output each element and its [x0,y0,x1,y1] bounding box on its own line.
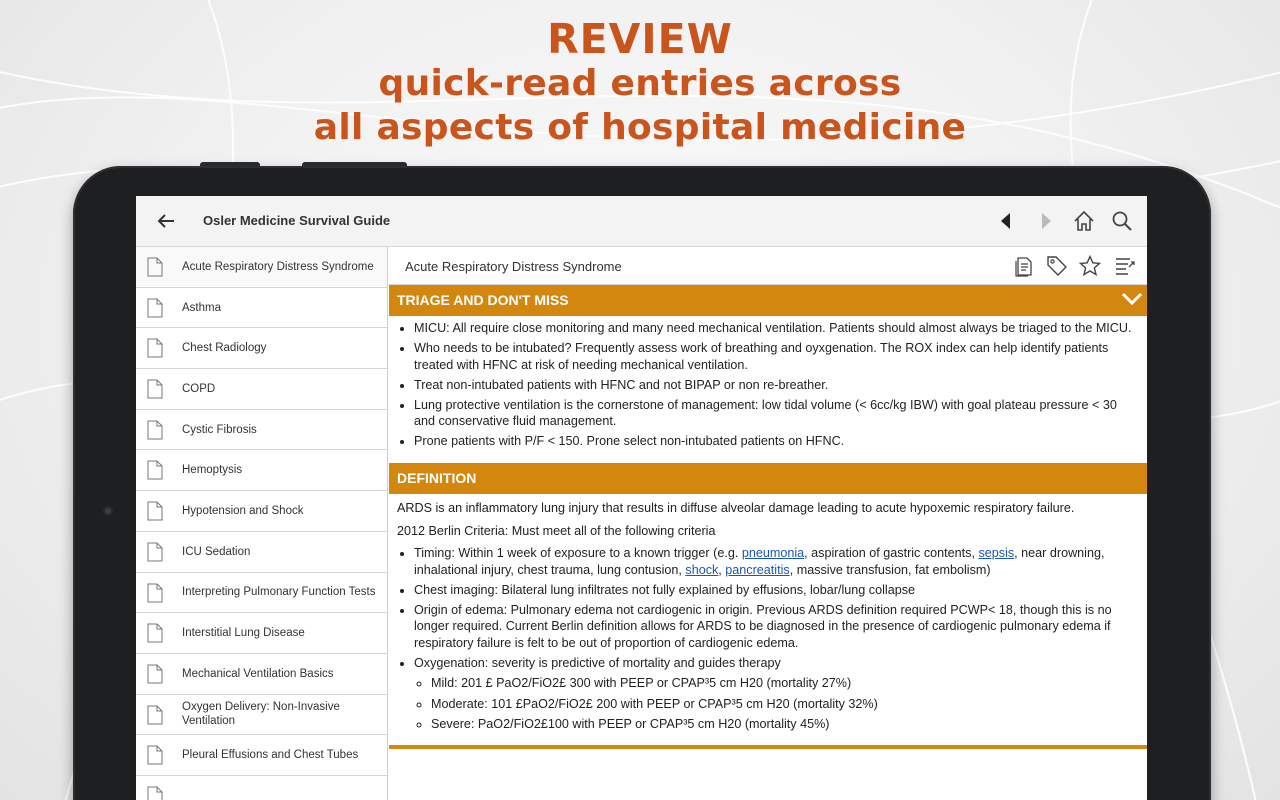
list-item[interactable] [136,573,387,614]
document-icon [147,745,163,765]
list-item[interactable] [136,410,387,451]
section-header[interactable] [389,463,1147,494]
app-screen [136,196,1147,800]
notes-icon[interactable] [1012,254,1036,278]
list-item-label: Acute Respiratory Distress Syndrome [182,260,374,273]
promo-title: REVIEW [547,15,733,63]
bullet-item: • Treat non-intubated patients with HFNC and not BIPAP or non re-breather. [414,377,1137,394]
list-item-label: Cystic Fibrosis [182,423,257,436]
document-icon [147,420,163,440]
list-item-label: Hemoptysis [182,464,243,477]
document-icon [147,623,163,643]
list-item[interactable] [136,695,387,736]
list-item[interactable] [136,654,387,695]
star-icon[interactable] [1078,254,1102,278]
section-body [389,316,1147,459]
list-item-label: Chest Radiology [182,342,267,355]
document-icon [147,257,163,277]
bullet-item: • Who needs to be intubated? Frequently assess work of breathing and oyxgenation. The ROX index can help identify patients treated with HFNC at risk of needing mechanical ventilation. [414,340,1137,373]
list-item[interactable] [136,247,387,288]
app-title: Osler Medicine Survival Guide [203,213,391,228]
list-item-label: Mechanical Ventilation Basics [182,667,334,680]
back-arrow-icon[interactable] [154,209,178,233]
list-item-label: Interstitial Lung Disease [182,627,305,640]
list-item-label: COPD [182,382,216,395]
list-item[interactable] [136,613,387,654]
document-icon [147,664,163,684]
list-item[interactable] [136,532,387,573]
camera-icon [103,506,113,516]
promo-subline-1: quick-read entries across [378,63,902,104]
home-icon[interactable] [1072,208,1096,234]
triage-section [389,285,1147,459]
list-item-label: Oxygen Delivery: Non-Invasive Ventilation [182,701,340,728]
definition-section [389,463,1147,749]
document-icon [147,379,163,399]
list-item[interactable] [136,491,387,532]
bullet-item: • MICU: All require close monitoring and many need mechanical ventilation. Patients should almost always be triaged to the MICU. [414,320,1137,337]
topic-list [136,247,388,800]
criteria-title: 2012 Berlin Criteria: Must meet all of the following criteria [397,523,716,538]
tag-icon[interactable] [1045,254,1069,278]
bullet-item: • Origin of edema: Pulmonary edema not cardiogenic in origin. Previous ARDS definition required PCWP< 18, though this is no longer required. Current Berlin definition allows for ARDS to be diagnosed in the presence of cardiogenic pulmonary edema if respiratory failure is felt to be out of proportion of cardiogenic edema. [414,602,1137,652]
document-icon [147,583,163,603]
document-icon [147,460,163,480]
list-item-label: Interpreting Pulmonary Function Tests [182,586,376,599]
bullet-item: • Timing: Within 1 week of exposure to a known trigger (e.g. pneumonia, aspiration of gastric contents, sepsis, near drowning, inhalational injury, chest trauma, lung contusion, shock, pancreatitis, massive transfusion, fat embolism) [414,545,1137,578]
document-icon [147,501,163,521]
list-item[interactable] [136,328,387,369]
list-item-label: ICU Sedation [182,545,251,558]
bullet-item: • Chest imaging: Bilateral lung infiltrates not fully explained by effusions, lobar/lung collapse [414,582,1137,599]
article-pane [389,247,1147,800]
document-icon [147,298,163,318]
list-icon[interactable] [1113,254,1137,278]
chevron-down-icon[interactable] [1121,290,1143,308]
section-divider [389,745,1147,749]
document-icon [147,542,163,562]
list-item-label: Asthma [182,301,221,314]
bullet-item: • Lung protective ventilation is the cornerstone of management: low tidal volume (< 6cc/kg IBW) with goal plateau pressure < 30 and conservative fluid management. [414,397,1137,430]
document-icon [147,338,163,358]
definition-intro: ARDS is an inflammatory lung injury that results in diffuse alveolar damage leading to acute hypoxemic respiratory failure. [397,501,1075,515]
section-heading: TRIAGE AND DON'T MISS [397,292,569,308]
list-item-label: Pleural Effusions and Chest Tubes [182,749,359,762]
severity-item: ◦ Mild: 201 £ PaO2/FiO2£ 300 with PEEP or CPAP³5 cm H20 (mortality 27%) [431,675,1137,692]
next-icon[interactable] [1034,208,1058,234]
app-toolbar [136,196,1147,247]
severity-item: ◦ Moderate: 101 £PaO2/FiO2£ 200 with PEEP or CPAP³5 cm H20 (mortality 32%) [431,696,1137,713]
document-icon [147,786,163,800]
article-title: Acute Respiratory Distress Syndrome [405,259,622,274]
list-item[interactable] [136,776,387,800]
section-header[interactable] [389,285,1147,316]
section-body [389,494,1147,743]
document-icon [147,705,163,725]
previous-icon[interactable] [994,208,1018,234]
pneumonia-link[interactable]: pneumonia [741,546,805,560]
section-heading: DEFINITION [397,470,477,486]
pancreatitis-link[interactable]: pancreatitis [725,562,790,577]
list-item[interactable] [136,288,387,329]
bullet-item: • Prone patients with P/F < 150. Prone select non-intubated patients on HFNC. [414,433,1137,450]
severity-item: ◦ Severe: PaO2/FiO2£100 with PEEP or CPAP³5 cm H20 (mortality 45%) [431,716,1137,733]
article-header [389,247,1147,285]
promo-subline-2: all aspects of hospital medicine [313,107,967,148]
oxygenation-text: Oxygenation: severity is predictive of mortality and guides therapy [414,655,781,670]
bullet-item [414,655,1137,733]
shock-link[interactable]: shock [685,562,719,577]
sepsis-link[interactable]: sepsis [978,546,1015,560]
list-item[interactable] [136,735,387,776]
search-icon[interactable] [1110,208,1134,234]
list-item[interactable] [136,450,387,491]
list-item[interactable] [136,369,387,410]
promo-headline [0,16,1280,150]
list-item-label: Hypotension and Shock [182,504,304,517]
